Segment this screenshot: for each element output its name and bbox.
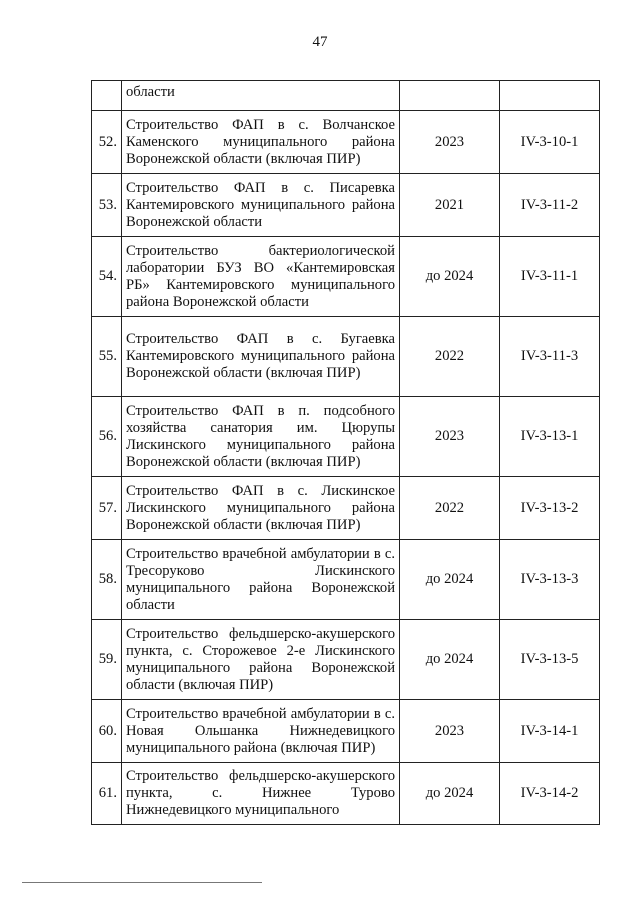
- row-description: Строительство ФАП в с. Писаревка Кантемировского муниципального района Воронежской области: [122, 174, 400, 237]
- table-row: [92, 620, 600, 700]
- row-number: 53.: [92, 174, 122, 237]
- table-row: [92, 111, 600, 174]
- row-number: 55.: [92, 317, 122, 397]
- table-row: [92, 540, 600, 620]
- row-year: до 2024: [400, 763, 500, 825]
- row-code: IV-3-10-1: [500, 111, 600, 174]
- row-year: 2023: [400, 111, 500, 174]
- row-code: IV-3-14-2: [500, 763, 600, 825]
- table-row: [92, 317, 600, 397]
- row-year: до 2024: [400, 237, 500, 317]
- table-row: [92, 763, 600, 825]
- row-code: IV-3-13-5: [500, 620, 600, 700]
- row-description: области: [122, 81, 400, 111]
- table-row: [92, 174, 600, 237]
- row-code: IV-3-13-2: [500, 477, 600, 540]
- row-number: 56.: [92, 397, 122, 477]
- table-row: [92, 81, 600, 111]
- row-description: Строительство врачебной амбулатории в с. Новая Ольшанка Нижнедевицкого муниципального района (включая ПИР): [122, 700, 400, 763]
- row-year: 2022: [400, 317, 500, 397]
- row-number: 61.: [92, 763, 122, 825]
- row-code: IV-3-11-1: [500, 237, 600, 317]
- row-code: IV-3-13-3: [500, 540, 600, 620]
- table-row: [92, 477, 600, 540]
- row-code: IV-3-13-1: [500, 397, 600, 477]
- projects-table: [91, 80, 600, 825]
- row-year: 2021: [400, 174, 500, 237]
- row-year: 2023: [400, 700, 500, 763]
- row-description: Строительство врачебной амбулатории в с. Тресоруково Лискинского муниципального района Воронежской области: [122, 540, 400, 620]
- row-year: [400, 81, 500, 111]
- row-description: Строительство фельдшерско-акушерского пункта, с. Нижнее Турово Нижнедевицкого муниципального: [122, 763, 400, 825]
- bottom-divider: [22, 882, 262, 883]
- row-number: [92, 81, 122, 111]
- row-description: Строительство бактериологической лаборатории БУЗ ВО «Кантемировская РБ» Кантемировского муниципального района Воронежской области: [122, 237, 400, 317]
- row-description: Строительство ФАП в с. Волчанское Каменского муниципального района Воронежской области (включая ПИР): [122, 111, 400, 174]
- row-number: 60.: [92, 700, 122, 763]
- row-description: Строительство фельдшерско-акушерского пункта, с. Сторожевое 2-е Лискинского муниципального района Воронежской области (включая ПИР): [122, 620, 400, 700]
- row-code: IV-3-14-1: [500, 700, 600, 763]
- table-row: [92, 700, 600, 763]
- row-number: 59.: [92, 620, 122, 700]
- row-code: [500, 81, 600, 111]
- row-description: Строительство ФАП в п. подсобного хозяйства санатория им. Цюрупы Лискинского муниципального района Воронежской области (включая ПИР): [122, 397, 400, 477]
- row-code: IV-3-11-3: [500, 317, 600, 397]
- row-description: Строительство ФАП в с. Бугаевка Кантемировского муниципального района Воронежской области (включая ПИР): [122, 317, 400, 397]
- table-row: [92, 397, 600, 477]
- row-year: 2022: [400, 477, 500, 540]
- row-description: Строительство ФАП в с. Лискинское Лискинского муниципального района Воронежской области (включая ПИР): [122, 477, 400, 540]
- table-row: [92, 237, 600, 317]
- row-code: IV-3-11-2: [500, 174, 600, 237]
- row-number: 57.: [92, 477, 122, 540]
- row-year: до 2024: [400, 620, 500, 700]
- row-number: 52.: [92, 111, 122, 174]
- row-number: 58.: [92, 540, 122, 620]
- page-number: 47: [312, 34, 328, 50]
- row-number: 54.: [92, 237, 122, 317]
- row-year: до 2024: [400, 540, 500, 620]
- row-year: 2023: [400, 397, 500, 477]
